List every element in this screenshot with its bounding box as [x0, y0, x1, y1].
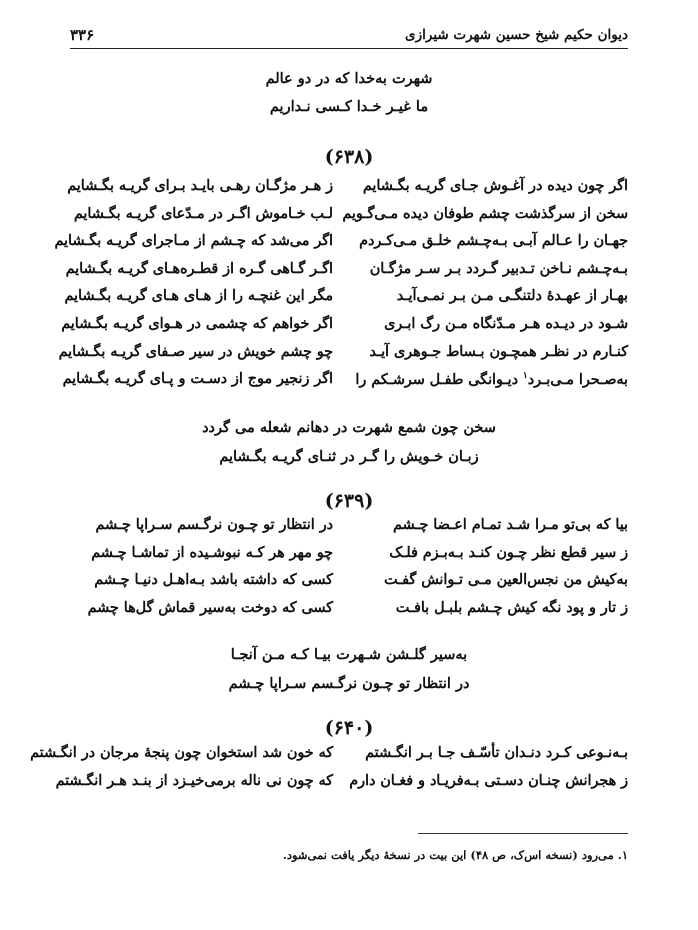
hemistich-right: بـه‌چـشم نـاخن تـدبیر گـردد بـر سـر مژگـان: [369, 260, 628, 277]
hemistich-left: اگـر گـاهی گـره از قطـره‌هـای گریـه بگـشایم: [65, 260, 333, 277]
couplet: [65, 258, 628, 286]
couplet: [70, 569, 628, 597]
hemistich-left: کسی که داشته باشد بـه‌اهـل دنیـا چـشم: [94, 572, 333, 589]
couplet: [70, 514, 628, 542]
closing-verse-line-2: در انتظار تو چـون نرگـسم سـراپا چـشم: [228, 675, 470, 692]
couplet: [64, 285, 628, 313]
hemistich-right: شـود در دیـده هـر مـدّنگاه مـن رگ ابـری: [384, 315, 628, 332]
hemistich-right: بهـار از عهـدۀ دلتنگـی مـن بـر نمـی‌آیـد: [396, 288, 628, 305]
hemistich-right: سخن از سرگذشت چشم طوفان دیده مـی‌گـویم: [342, 205, 628, 222]
hemistich-right: بیا که بی‌تو مـرا شـد تمـام اعـضا چـشم: [393, 517, 628, 533]
couplet: [70, 203, 628, 231]
hemistich-right: اگر چون دیده در آغـوش جـای گریـه بگـشایم: [362, 178, 628, 194]
hemistich-left: اگر خواهم که چشمی در هـوای گریـه بگـشایم: [61, 315, 333, 332]
hemistich-part: دیـوانگی طفـل سرشـکم را: [355, 371, 523, 388]
top-verse-line-2: ما غیـر خـدا کـسی نـداریم: [269, 98, 429, 115]
hemistich-left: لـب خـاموش اگـر در مـدّعای گریـه بگـشایم: [73, 205, 333, 222]
closing-verse-line-1: به‌سیر گلـشن شـهرت بیـا کـه مـن آنجـا: [230, 646, 468, 663]
poem-number-639: (۶۳۹): [324, 490, 374, 512]
hemistich-right: به‌کیش من نجس‌العین مـی تـوانش گفـت: [383, 572, 628, 589]
poem-number-638: (۶۳۸): [324, 146, 374, 168]
page-number: ۳۳۶: [70, 26, 95, 44]
poem-number-640: (۶۴۰): [324, 717, 374, 739]
couplet: [54, 230, 628, 258]
hemistich-left: اگر می‌شد که چـشم از مـاجرای گریـه بگـشایم: [54, 233, 333, 250]
hemistich-right: کنـارم در نظـر همچـون بـساط جـوهری آیـد: [369, 343, 628, 360]
hemistich-right: ز هجرانش چنـان دسـتی بـه‌فریـاد و فغـان دارم: [349, 772, 628, 789]
couplet: [58, 341, 628, 369]
hemistich-left: کسی که دوخت به‌سیر قماش گل‌ها چشم: [87, 599, 333, 616]
hemistich-right: جهـان را عـالم آبـی بـه‌چـشم خلـق مـی‌کـردم: [359, 233, 628, 250]
hemistich-left: اگر زنجیر موج از دسـت و پـای گریـه بگـشایم: [62, 371, 333, 388]
running-header: [70, 22, 628, 49]
couplet: [67, 175, 628, 203]
poem-638-couplets: [54, 175, 628, 396]
couplet: [70, 597, 628, 625]
hemistich-left: که خون شد استخوان چون پنجۀ مرجان در انگـشتم: [30, 745, 333, 761]
hemistich-right: [355, 371, 628, 388]
hemistich-left: که چون نی ناله برمی‌خیـزد از بنـد هـر انگـشتم: [55, 772, 333, 789]
footnote: ۱. می‌رود (نسخه اس‌ک، ص ۴۸) این بیت در نسخۀ دیگر یافت نمی‌شود.: [282, 848, 628, 862]
hemistich-left: مگر این غنچـه را از هـای هـای گریـه بگـشایم: [64, 288, 333, 305]
footnote-divider: [418, 833, 628, 834]
closing-verse-line-1: سخن چون شمع شهرت در دهانم شعله می گردد: [202, 419, 496, 436]
poem-640-couplets: [30, 742, 628, 797]
couplet: [62, 368, 628, 396]
hemistich-left: چو مهر هر کـه نبوشـیده از تماشـا چـشم: [91, 544, 333, 561]
hemistich-left: چو چشم خویش در سیر صـفای گریـه بگـشایم: [58, 343, 333, 360]
hemistich-left: در انتظار تو چـون نرگـسم سـراپا چـشم: [95, 517, 333, 533]
hemistich-right: ز سیر قطع نظر چـون کنـد بـه‌بـزم فلـک: [389, 544, 628, 561]
hemistich-right: ز تار و پود نگه کیش چـشم بلبـل بافـت: [395, 599, 628, 616]
couplet: [61, 313, 628, 341]
poem-639-couplets: [70, 514, 628, 624]
footnote-marker: ۱: [522, 371, 528, 382]
closing-verse-line-2: زبـان خـویش را گـر در ثنـای گریـه بگـشایم: [219, 448, 479, 465]
couplet: [30, 742, 628, 770]
top-verse-line-1: شهرت به‌خدا که در دو عالم: [265, 70, 433, 87]
couplet: [55, 770, 628, 798]
book-title: دیوان حکیم شیخ حسین شهرت شیرازی: [405, 27, 628, 43]
hemistich-left: ز هـر مژگـان رهـی بایـد بـرای گریـه بگـشایم: [67, 178, 333, 194]
hemistich-right: بـه‌نـوعی کـرد دنـدان تأسّـف جـا بـر انگـشتم: [365, 745, 628, 761]
hemistich-part: به‌صـحرا مـی‌بـرد: [527, 371, 628, 388]
couplet: [70, 542, 628, 570]
